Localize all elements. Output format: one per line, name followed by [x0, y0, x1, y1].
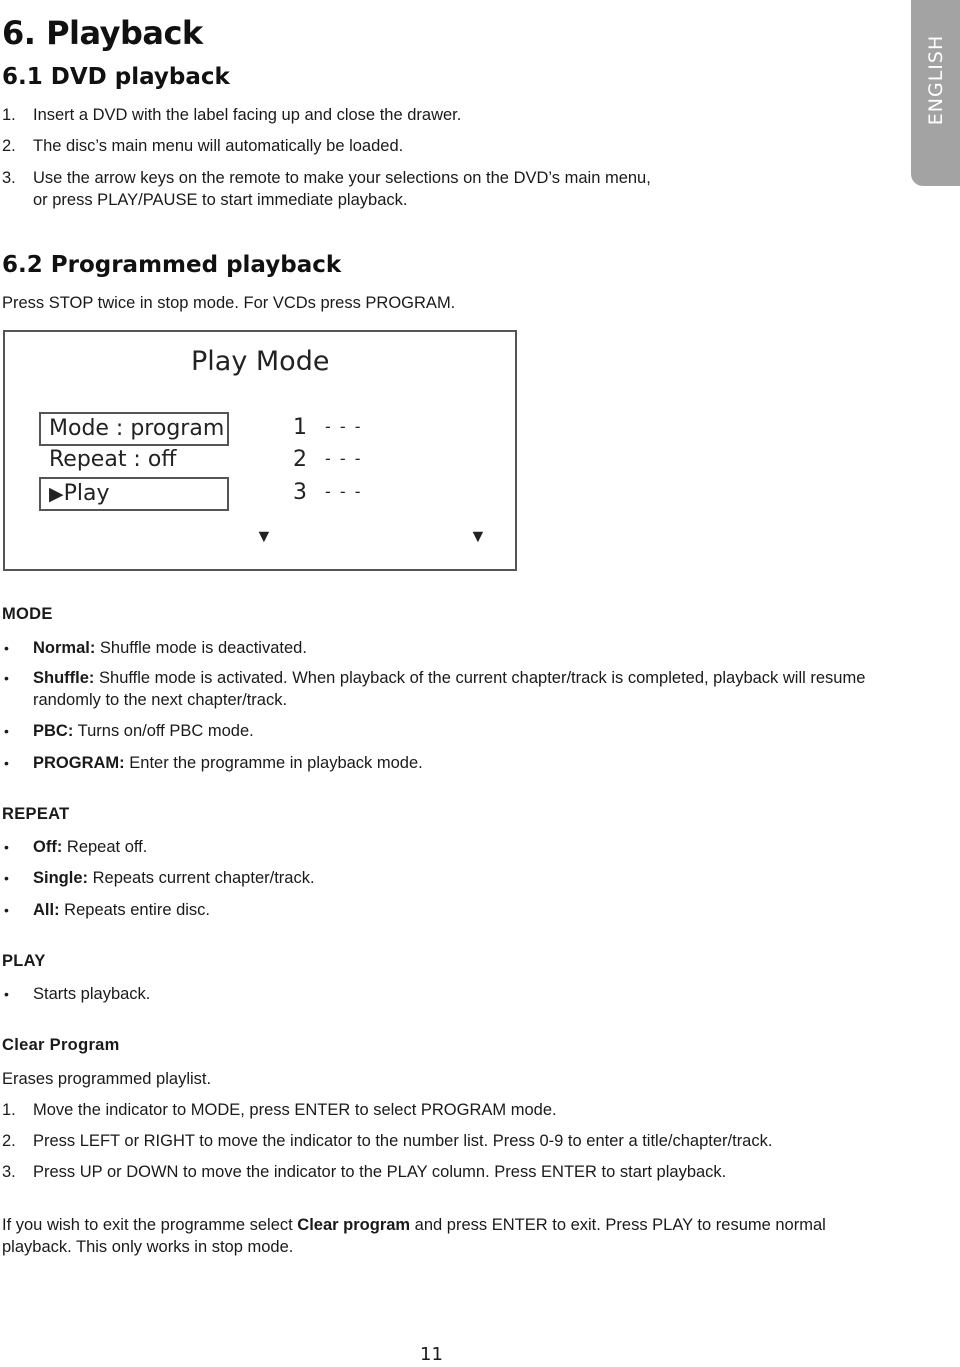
item-desc: Enter the programme in playback mode.	[124, 754, 423, 772]
exit-note-part1: If you wish to exit the programme select	[2, 1216, 298, 1234]
program-slot[interactable]	[293, 444, 363, 474]
bullet: •	[4, 670, 9, 686]
play-label: PLAY	[2, 952, 46, 970]
step-text: Press UP or DOWN to move the indicator to the PLAY column. Press ENTER to start playback.	[33, 1163, 727, 1181]
step-text: The disc’s main menu will automatically be loaded.	[33, 137, 404, 155]
step-text: Press LEFT or RIGHT to move the indicator to the number list. Press 0-9 to enter a title/chapter/track.	[33, 1132, 773, 1150]
list-item	[33, 836, 893, 858]
menu-option-play[interactable]	[39, 477, 229, 511]
exit-note-bold: Clear program	[297, 1216, 411, 1234]
step-number: 2.	[2, 137, 16, 155]
list-item	[33, 752, 893, 774]
program-slot[interactable]	[293, 412, 363, 442]
language-tab-label: ENGLISH	[924, 34, 947, 126]
menu-option-repeat[interactable]: Repeat : off	[49, 447, 177, 472]
program-slot[interactable]	[293, 477, 363, 507]
item-term: Normal:	[33, 639, 96, 657]
step-text: Insert a DVD with the label facing up and close the drawer.	[33, 106, 462, 124]
play-mode-screen	[3, 330, 517, 571]
program-slot-number: 1	[293, 415, 307, 440]
program-slot-value: - - -	[325, 417, 363, 436]
item-desc: Repeats current chapter/track.	[88, 869, 315, 887]
list-item	[33, 867, 893, 889]
item-desc: Turns on/off PBC mode.	[73, 722, 254, 740]
clear-program-label: Clear Program	[2, 1036, 120, 1054]
menu-option-mode[interactable]: Mode : program	[39, 412, 229, 446]
section-title-dvd-playback: 6.1 DVD playback	[2, 64, 230, 90]
item-term: PBC:	[33, 722, 74, 740]
clear-program-intro: Erases programmed playlist.	[2, 1070, 212, 1088]
screen-title: Play Mode	[191, 346, 330, 377]
bullet: •	[4, 839, 9, 855]
exit-note	[2, 1214, 852, 1258]
program-slot-value: - - -	[325, 482, 363, 501]
item-term: Off:	[33, 838, 63, 856]
list-item	[33, 637, 893, 659]
page-number: 11	[420, 1344, 443, 1365]
exit-note-part2: and press ENTER to exit. Press PLAY to resume normal playback. This only works in stop mode.	[2, 1216, 826, 1256]
step-number: 3.	[2, 1163, 16, 1181]
program-slot-number: 3	[293, 480, 307, 505]
section-title-programmed-playback: 6.2 Programmed playback	[2, 252, 342, 278]
bullet: •	[4, 723, 9, 739]
item-term: PROGRAM:	[33, 754, 125, 772]
scroll-down-icon[interactable]: ▼	[469, 526, 487, 546]
list-item	[33, 899, 893, 921]
step-text-line1: Use the arrow keys on the remote to make your selections on the DVD’s main menu,	[33, 169, 651, 187]
list-item: Starts playback.	[33, 985, 151, 1003]
bullet: •	[4, 986, 9, 1002]
page-heading: 6. Playback	[2, 14, 203, 52]
scroll-down-icon[interactable]: ▼	[255, 526, 273, 546]
step-number: 3.	[2, 169, 16, 187]
program-slot-number: 2	[293, 447, 307, 472]
item-desc: Shuffle mode is deactivated.	[95, 639, 307, 657]
step-text: Move the indicator to MODE, press ENTER to select PROGRAM mode.	[33, 1101, 557, 1119]
item-desc: Repeats entire disc.	[59, 901, 211, 919]
programmed-intro: Press STOP twice in stop mode. For VCDs press PROGRAM.	[2, 294, 456, 312]
list-item	[33, 720, 893, 742]
step-number: 1.	[2, 106, 16, 124]
item-term: Single:	[33, 869, 89, 887]
play-arrow-icon: ▶	[49, 483, 64, 505]
bullet: •	[4, 640, 9, 656]
item-term: Shuffle:	[33, 669, 95, 687]
program-slot-value: - - -	[325, 449, 363, 468]
step-text-line2: or press PLAY/PAUSE to start immediate playback.	[33, 191, 408, 209]
step-number: 2.	[2, 1132, 16, 1150]
step-number: 1.	[2, 1101, 16, 1119]
language-tab	[911, 0, 960, 186]
menu-option-play-label: Play	[63, 481, 110, 506]
mode-label: MODE	[2, 605, 53, 623]
bullet: •	[4, 870, 9, 886]
item-desc: Shuffle mode is activated. When playback of the current chapter/track is completed, playback will resume randomly to the next chapter/track.	[33, 669, 866, 709]
item-desc: Repeat off.	[62, 838, 148, 856]
bullet: •	[4, 902, 9, 918]
item-term: All:	[33, 901, 60, 919]
list-item	[33, 667, 893, 711]
bullet: •	[4, 755, 9, 771]
repeat-label: REPEAT	[2, 805, 70, 823]
